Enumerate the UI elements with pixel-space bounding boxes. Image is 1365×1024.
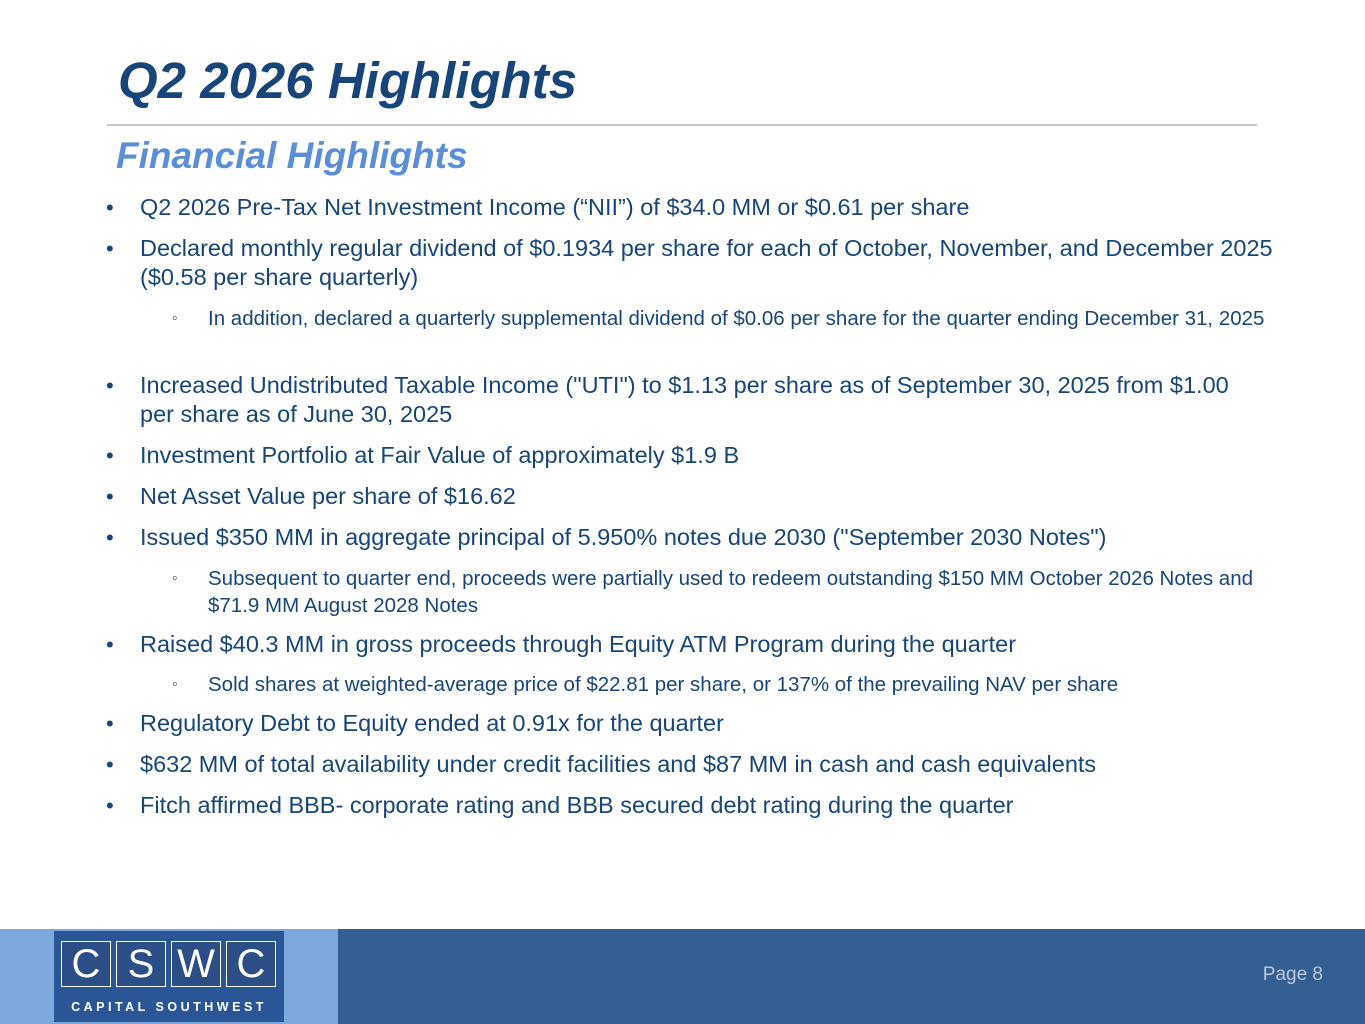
cswc-logo <box>54 931 284 1022</box>
bullet-marker: • <box>106 195 114 220</box>
logo-letter: C <box>226 941 276 987</box>
logo-tagline: CAPITAL SOUTHWEST <box>71 1000 267 1014</box>
bullet-marker: • <box>106 632 114 657</box>
bullet-marker: • <box>106 236 114 261</box>
bullet-marker: • <box>106 443 114 468</box>
bullet-item: Q2 2026 Pre-Tax Net Investment Income (“NII”) of $34.0 MM or $0.61 per share <box>140 194 970 220</box>
bullet-marker: • <box>106 525 114 550</box>
bullet-marker: • <box>106 373 114 398</box>
slide-title: Q2 2026 Highlights <box>118 52 578 109</box>
section-heading: Financial Highlights <box>116 135 468 176</box>
sub-bullet-item: Sold shares at weighted-average price of $22.81 per share, or 137% of the prevailing NAV per share <box>208 673 1119 696</box>
bullet-item: Raised $40.3 MM in gross proceeds through Equity ATM Program during the quarter <box>140 631 1017 657</box>
bullet-item: Issued $350 MM in aggregate principal of 5.950% notes due 2030 ("September 2030 Notes") <box>140 524 1107 550</box>
sub-bullet-item: Subsequent to quarter end, proceeds were partially used to redeem outstanding $150 MM October 2026 Notes and $71.9 MM August 2028 Notes <box>208 567 1254 617</box>
bullet-item: Fitch affirmed BBB- corporate rating and BBB secured debt rating during the quarter <box>140 792 1014 818</box>
bullet-item: Net Asset Value per share of $16.62 <box>140 483 516 509</box>
page-number: Page 8 <box>1262 964 1323 985</box>
bullet-marker: • <box>106 484 114 509</box>
bullet-item: Increased Undistributed Taxable Income ("UTI") to $1.13 per share as of September 30, 2025 from $1.00 per share as of June 30, 2025 <box>140 372 1229 427</box>
bullet-item: Regulatory Debt to Equity ended at 0.91x for the quarter <box>140 710 724 736</box>
sub-bullet-item: In addition, declared a quarterly supplemental dividend of $0.06 per share for the quarter ending December 31, 2025 <box>208 307 1265 330</box>
logo-letter: C <box>61 941 111 987</box>
sub-bullet-marker: ◦ <box>172 310 178 327</box>
logo-letter: S <box>116 941 166 987</box>
bullet-marker: • <box>106 752 114 777</box>
bullet-marker: • <box>106 711 114 736</box>
logo-letter: W <box>171 941 221 987</box>
bullet-item: Investment Portfolio at Fair Value of approximately $1.9 B <box>140 442 740 468</box>
bullet-item: Declared monthly regular dividend of $0.1934 per share for each of October, November, and December 2025 ($0.58 per share quarterly) <box>140 235 1273 290</box>
sub-bullet-marker: ◦ <box>172 570 178 587</box>
bullet-item: $632 MM of total availability under credit facilities and $87 MM in cash and cash equivalents <box>140 751 1097 777</box>
bullet-marker: • <box>106 793 114 818</box>
sub-bullet-marker: ◦ <box>172 676 178 693</box>
